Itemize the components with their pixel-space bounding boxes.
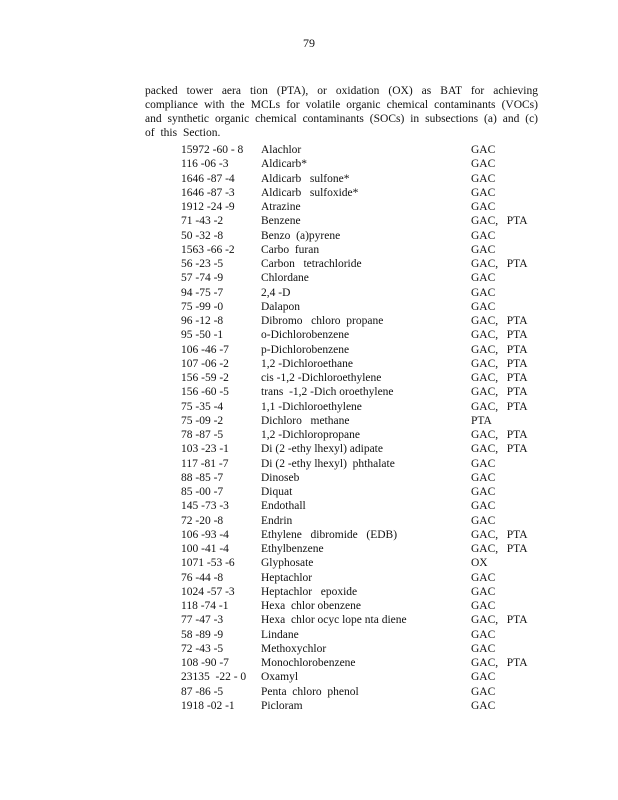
cas-number: 23135 -22 - 0	[181, 671, 247, 684]
table-row	[181, 414, 531, 428]
contaminant-name: Monochlorobenzene	[261, 657, 356, 669]
bat-method: GAC, PTA	[471, 400, 528, 413]
table-row	[181, 400, 531, 414]
table-row	[181, 357, 531, 371]
bat-method: GAC, PTA	[471, 429, 528, 441]
table-row	[181, 257, 531, 271]
bat-method: GAC	[471, 600, 496, 612]
table-row	[181, 314, 531, 328]
cas-number: 106 -46 -7	[181, 343, 229, 356]
bat-method: GAC, PTA	[471, 343, 528, 356]
cas-number: 156 -60 -5	[181, 386, 229, 399]
table-row	[181, 656, 531, 670]
cas-number: 116 -06 -3	[181, 158, 229, 171]
cas-number: 87 -86 -5	[181, 685, 224, 698]
cas-number: 77 -47 -3	[181, 614, 224, 627]
table-row	[181, 328, 531, 342]
contaminant-name: Dibromo chloro propane	[261, 315, 384, 327]
contaminant-name: Carbon tetrachloride	[261, 258, 362, 270]
cas-number: 100 -41 -4	[181, 543, 229, 555]
table-row	[181, 371, 531, 385]
table-row	[181, 457, 531, 471]
bat-method: GAC	[471, 186, 496, 199]
table-row	[181, 300, 531, 314]
bat-method: GAC, PTA	[471, 357, 528, 370]
contaminant-name: 1,2 -Dichloropropane	[261, 429, 360, 441]
contaminant-name: Diquat	[261, 486, 293, 498]
contaminant-name: Ethylene dibromide (EDB)	[261, 528, 398, 541]
table-row	[181, 385, 531, 399]
table-row	[181, 200, 531, 214]
contaminant-name: Heptachlor	[261, 571, 313, 584]
contaminant-name: 2,4 -D	[261, 286, 291, 299]
contaminant-name: trans -1,2 -Dich oroethylene	[261, 386, 394, 399]
bat-method: GAC	[471, 699, 496, 712]
cas-number: 96 -12 -8	[181, 315, 224, 327]
bat-method: GAC, PTA	[471, 528, 528, 541]
contaminant-name: Dalapon	[261, 300, 300, 313]
cas-number: 1646 -87 -4	[181, 172, 235, 185]
bat-method: GAC	[471, 628, 496, 641]
contaminant-name: 1,1 -Dichloroethylene	[261, 400, 362, 413]
cas-number: 118 -74 -1	[181, 600, 229, 612]
cas-number: 56 -23 -5	[181, 258, 224, 270]
bat-method: GAC	[471, 158, 496, 171]
cas-number: 75 -09 -2	[181, 414, 224, 427]
bat-method: GAC	[471, 671, 496, 684]
table-row	[181, 243, 531, 257]
cas-number: 156 -59 -2	[181, 372, 229, 384]
cas-number: 94 -75 -7	[181, 286, 224, 299]
contaminant-name: Oxamyl	[261, 671, 299, 684]
bat-method: GAC, PTA	[471, 657, 528, 669]
table-row	[181, 514, 531, 528]
contaminant-name: Methoxychlor	[261, 642, 327, 655]
bat-method: GAC	[471, 201, 496, 213]
contaminant-name: Dichloro methane	[261, 414, 350, 427]
bat-method: GAC	[471, 272, 496, 285]
contaminant-name: Carbo furan	[261, 243, 320, 256]
bat-method: GAC, PTA	[471, 614, 528, 627]
cas-number: 95 -50 -1	[181, 329, 224, 342]
cas-number: 103 -23 -1	[181, 443, 229, 456]
cas-number: 1071 -53 -6	[181, 557, 235, 570]
contaminant-name: Endrin	[261, 514, 293, 527]
cas-number: 106 -93 -4	[181, 528, 229, 541]
bat-method: GAC	[471, 172, 496, 185]
contaminant-name: Aldicarb*	[261, 158, 307, 171]
cas-number: 15972 -60 - 8	[181, 144, 244, 156]
contaminant-name: Lindane	[261, 628, 299, 641]
bat-method: GAC	[471, 514, 496, 527]
cas-number: 1912 -24 -9	[181, 201, 235, 213]
cas-number: 108 -90 -7	[181, 657, 229, 669]
cas-number: 72 -20 -8	[181, 514, 224, 527]
table-row	[181, 499, 531, 513]
contaminant-name: o-Dichlorobenzene	[261, 329, 350, 342]
bat-method: GAC, PTA	[471, 543, 528, 555]
bat-method: GAC	[471, 229, 496, 242]
bat-method: GAC	[471, 286, 496, 299]
bat-method: GAC	[471, 457, 496, 470]
table-row	[181, 699, 531, 713]
cas-number: 117 -81 -7	[181, 457, 229, 470]
bat-method: GAC, PTA	[471, 372, 528, 384]
table-row	[181, 642, 531, 656]
table-row	[181, 628, 531, 642]
table-row	[181, 685, 531, 699]
bat-method: GAC	[471, 144, 496, 156]
contaminant-name: Aldicarb sulfone*	[261, 172, 350, 185]
table-row	[181, 286, 531, 300]
contaminant-name: Ethylbenzene	[261, 543, 324, 555]
bat-method: GAC	[471, 685, 496, 698]
contaminant-name: Dinoseb	[261, 471, 300, 484]
table-row	[181, 556, 531, 570]
cas-number: 1563 -66 -2	[181, 243, 235, 256]
contaminant-name: Penta chloro phenol	[261, 685, 359, 698]
page-number: 79	[303, 36, 315, 50]
table-row	[181, 186, 531, 200]
cas-number: 1646 -87 -3	[181, 186, 235, 199]
table-row	[181, 585, 531, 599]
bat-method: GAC, PTA	[471, 329, 528, 342]
cas-number: 75 -99 -0	[181, 300, 224, 313]
table-row	[181, 613, 531, 627]
table-row	[181, 571, 531, 585]
bat-method: GAC	[471, 486, 496, 498]
table-row	[181, 229, 531, 243]
cas-number: 107 -06 -2	[181, 357, 229, 370]
table-row	[181, 143, 531, 157]
cas-number: 85 -00 -7	[181, 486, 224, 498]
table-row	[181, 343, 531, 357]
bat-method: GAC	[471, 571, 496, 584]
bat-method: GAC, PTA	[471, 315, 528, 327]
table-row	[181, 157, 531, 171]
table-row	[181, 528, 531, 542]
contaminant-name: p-Dichlorobenzene	[261, 343, 350, 356]
cas-number: 1024 -57 -3	[181, 585, 235, 598]
cas-number: 1918 -02 -1	[181, 699, 235, 712]
table-row	[181, 214, 531, 228]
cas-number: 71 -43 -2	[181, 215, 224, 228]
table-row	[181, 428, 531, 442]
contaminant-name: Picloram	[261, 699, 303, 712]
contaminant-name: Chlordane	[261, 272, 309, 285]
cas-number: 57 -74 -9	[181, 272, 224, 285]
contaminant-name: Hexa chlor obenzene	[261, 600, 361, 612]
contaminant-name: Benzene	[261, 215, 301, 228]
table-row	[181, 172, 531, 186]
contaminant-name: Glyphosate	[261, 557, 314, 570]
contaminant-bat-table	[181, 143, 531, 713]
table-row	[181, 485, 531, 499]
contaminant-name: Di (2 -ethy lhexyl) adipate	[261, 443, 383, 456]
contaminant-name: Heptachlor epoxide	[261, 585, 358, 598]
bat-method: GAC	[471, 471, 496, 484]
bat-method: GAC	[471, 642, 496, 655]
contaminant-name: Aldicarb sulfoxide*	[261, 186, 359, 199]
cas-number: 72 -43 -5	[181, 642, 224, 655]
bat-method: GAC	[471, 300, 496, 313]
bat-method: GAC, PTA	[471, 386, 528, 399]
cas-number: 50 -32 -8	[181, 229, 224, 242]
bat-method: GAC, PTA	[471, 443, 528, 456]
bat-method: GAC	[471, 585, 496, 598]
cas-number: 75 -35 -4	[181, 400, 224, 413]
bat-method: GAC, PTA	[471, 215, 528, 228]
table-row	[181, 271, 531, 285]
bat-method: GAC, PTA	[471, 258, 528, 270]
contaminant-name: cis -1,2 -Dichloroethylene	[261, 372, 382, 384]
intro-paragraph: packed tower aera tion (PTA), or oxidation (OX) as BAT for achieving compliance with the MCLs for volatile organic chemical contaminants (VOCs) and synthetic organic chemical contaminants (SOCs) in subsections (a) and (c) of this Section.	[145, 84, 538, 140]
table-row	[181, 471, 531, 485]
bat-method: GAC	[471, 500, 496, 513]
contaminant-name: Endothall	[261, 500, 306, 513]
contaminant-name: Benzo (a)pyrene	[261, 229, 341, 242]
table-row	[181, 670, 531, 684]
bat-method: PTA	[471, 414, 492, 427]
contaminant-name: Di (2 -ethy lhexyl) phthalate	[261, 457, 395, 470]
contaminant-name: 1,2 -Dichloroethane	[261, 357, 353, 370]
cas-number: 78 -87 -5	[181, 429, 224, 441]
contaminant-name: Alachlor	[261, 144, 302, 156]
contaminant-name: Hexa chlor ocyc lope nta diene	[261, 614, 407, 627]
bat-method: GAC	[471, 243, 496, 256]
bat-method: OX	[471, 557, 488, 570]
cas-number: 58 -89 -9	[181, 628, 224, 641]
table-row	[181, 442, 531, 456]
table-row	[181, 599, 531, 613]
table-row	[181, 542, 531, 556]
cas-number: 88 -85 -7	[181, 471, 224, 484]
cas-number: 145 -73 -3	[181, 500, 229, 513]
contaminant-name: Atrazine	[261, 201, 301, 213]
cas-number: 76 -44 -8	[181, 571, 224, 584]
